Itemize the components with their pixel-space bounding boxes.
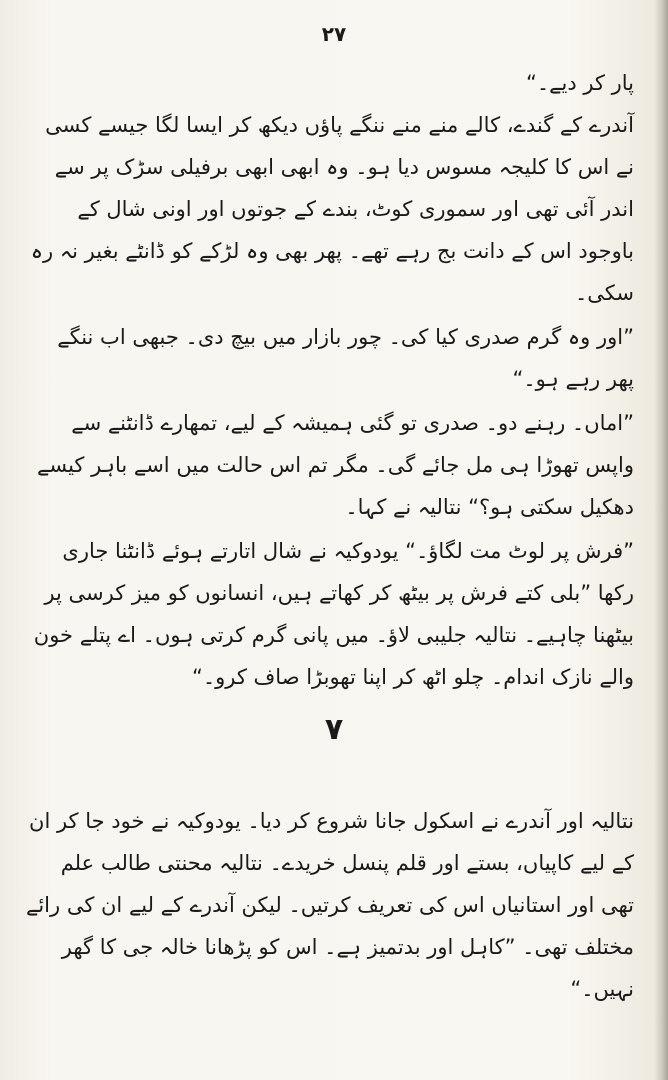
paragraph: ”اور وہ گرم صدری کیا کی۔ چور بازار میں بیچ دی۔ جبھی اب ننگے پھر رہے ہو۔“ [57, 325, 634, 391]
paragraph: پار کر دیے۔“ [525, 71, 634, 95]
chapter-number: ۷ [324, 712, 344, 747]
page-edge-shadow [654, 0, 668, 1080]
text-section-two [24, 800, 634, 1010]
page-number: ۲۷ [321, 22, 347, 46]
paragraph: نتالیہ اور آندرے نے اسکول جانا شروع کر دیا۔ یودوکیہ نے خود جا کر ان کے لیے کاپیاں، بستے اور قلم پنسل خریدے۔ نتالیہ محنتی طالب علم تھی اور استانیاں اس کی تعریف کرتیں۔ لیکن آندرے کے لیے ان کی رائے مختلف تھی۔ ”کاہل اور بدتمیز ہے۔ اس کو پڑھانا خالہ جی کا گھر نہیں۔“ [26, 809, 634, 1001]
text-section-one [24, 62, 634, 698]
paragraph: آندرے کے گندے، کالے منے منے ننگے پاؤں دیکھ کر ایسا لگا جیسے کسی نے اس کا کلیجہ مسوس دیا ہو۔ وہ ابھی ابھی برفیلی سڑک پر سے اندر آئی تھی اور سموری کوٹ، بندے کے جوتوں اور اونی شال کے باوجود اس کے دانت بج رہے تھے۔ پھر بھی وہ لڑکے کو ڈانٹے بغیر نہ رہ سکی۔ [30, 113, 634, 305]
paragraph: ”فرش پر لوٹ مت لگاؤ۔“ یودوکیہ نے شال اتارتے ہوئے ڈانٹنا جاری رکھا ”بلی کتے فرش پر بیٹھ کر کھاتے ہیں، انسانوں کو میز کرسی پر بیٹھنا چاہیے۔ نتالیہ جلیبی لاؤ۔ میں پانی گرم کرتی ہوں۔ اے پتلے خون والے نازک اندام۔ چلو اٹھ کر اپنا تھوبڑا صاف کرو۔“ [33, 539, 634, 689]
paragraph: ”اماں۔ رہنے دو۔ صدری تو گئی ہمیشہ کے لیے، تمھارے ڈانٹنے سے واپس تھوڑا ہی مل جائے گی۔ مگر تم اس حالت میں اسے باہر کیسے دھکیل سکتی ہو؟“ نتالیہ نے کہا۔ [37, 411, 634, 519]
